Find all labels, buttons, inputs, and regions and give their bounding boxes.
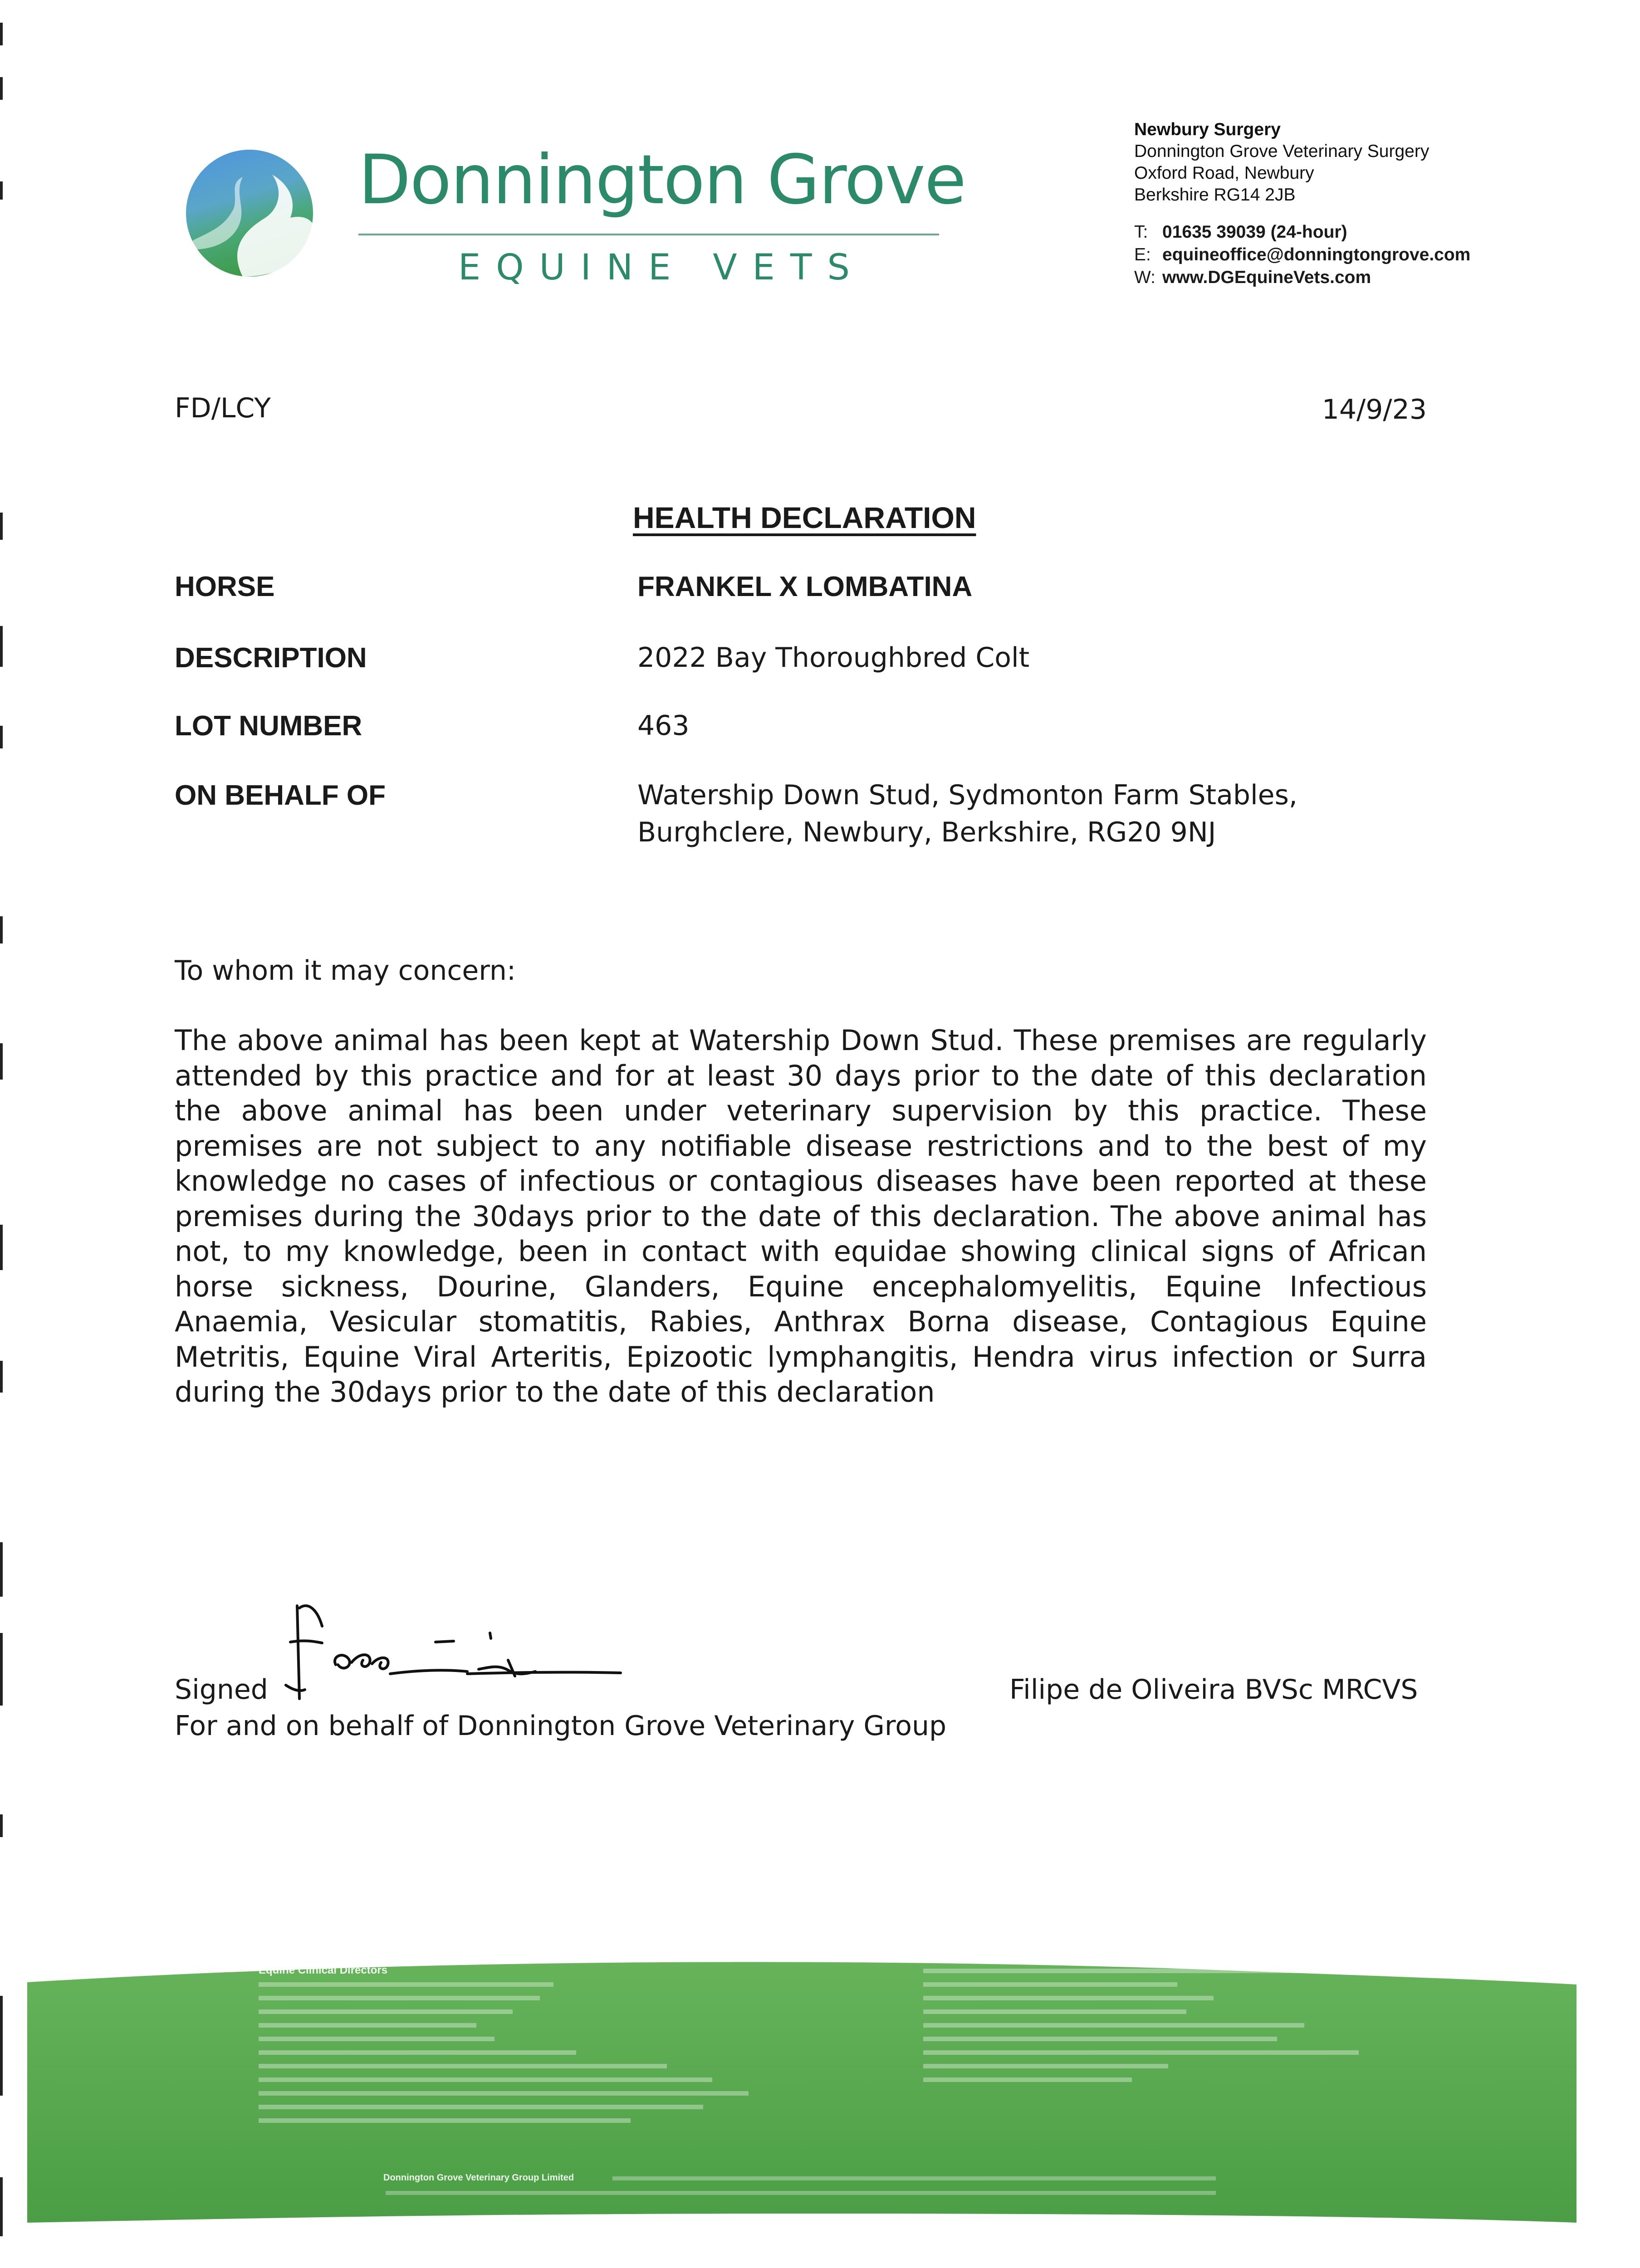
field-value-on-behalf-of-line2: Burghclere, Newbury, Berkshire, RG20 9NJ bbox=[637, 816, 1216, 848]
field-value-description: 2022 Bay Thoroughbred Colt bbox=[637, 642, 1030, 674]
field-label-description: DESCRIPTION bbox=[175, 642, 367, 674]
field-label-on-behalf-of: ON BEHALF OF bbox=[175, 780, 386, 811]
letter-reference: FD/LCY bbox=[175, 392, 271, 424]
field-value-lot-number: 463 bbox=[637, 710, 690, 742]
telephone-label: T: bbox=[1134, 222, 1148, 242]
email-label: E: bbox=[1134, 245, 1151, 264]
address-title: Newbury Surgery bbox=[1134, 120, 1281, 139]
brand-subtitle: EQUINE VETS bbox=[458, 247, 865, 288]
document-title: HEALTH DECLARATION bbox=[633, 501, 976, 534]
website-link[interactable]: www.DGEquineVets.com bbox=[1162, 268, 1371, 287]
brand-logo-icon bbox=[175, 141, 324, 281]
salutation: To whom it may concern: bbox=[175, 955, 516, 987]
contact-email bbox=[1134, 245, 1470, 265]
address-line: Donnington Grove Veterinary Surgery bbox=[1134, 142, 1429, 161]
brand-name: Donnington Grove bbox=[358, 141, 966, 220]
handwritten-signature bbox=[254, 1588, 631, 1706]
footer-associates-heading: Associates bbox=[923, 1950, 981, 1962]
brand-divider bbox=[358, 234, 939, 235]
address-line: Berkshire RG14 2JB bbox=[1134, 185, 1296, 205]
contact-telephone bbox=[1134, 222, 1347, 242]
address-line: Oxford Road, Newbury bbox=[1134, 163, 1314, 183]
footer-band bbox=[0, 1932, 1640, 2232]
field-label-lot-number: LOT NUMBER bbox=[175, 710, 362, 742]
on-behalf-line: For and on behalf of Donnington Grove Veterinary Group bbox=[175, 1710, 947, 1742]
signed-label: Signed bbox=[175, 1674, 268, 1706]
footer-directors-heading: Equine Clinical Directors bbox=[259, 1964, 388, 1976]
letter-date: 14/9/23 bbox=[1322, 394, 1427, 425]
field-label-horse: HORSE bbox=[175, 571, 275, 602]
footer-company-line: Donnington Grove Veterinary Group Limited bbox=[383, 2173, 574, 2183]
contact-website bbox=[1134, 268, 1371, 288]
field-value-horse: FRANKEL X LOMBATINA bbox=[637, 571, 973, 602]
declaration-body: The above animal has been kept at Watership Down Stud. These premises are regularly attended by this practice and for at least 30 days prior to the date of this declaration the above animal has been under veterinary supervision by this practice. These premises are not subject to any notifiable disease restrictions and to the best of my knowledge no cases of infectious or contagious diseases have been reported at these premises during the 30days prior to the date of this declaration. The above animal has not, to my knowledge, been in contact with equidae showing clinical signs of African horse sickness, Dourine, Glanders, Equine encephalomyelitis, Equine Infectious Anaemia, Vesicular stomatitis, Rabies, Anthrax Borna disease, Contagious Equine Metritis, Equine Viral Arteritis, Epizootic lymphangitis, Hendra virus infection or Surra during the 30days prior to the date of this declaration bbox=[175, 1024, 1427, 1408]
email-link[interactable]: equineoffice@donningtongrove.com bbox=[1162, 245, 1471, 264]
website-label: W: bbox=[1134, 268, 1155, 287]
field-value-on-behalf-of-line1: Watership Down Stud, Sydmonton Farm Stables, bbox=[637, 779, 1297, 811]
signatory-name: Filipe de Oliveira BVSc MRCVS bbox=[1009, 1674, 1418, 1706]
telephone-value: 01635 39039 (24-hour) bbox=[1162, 222, 1347, 242]
